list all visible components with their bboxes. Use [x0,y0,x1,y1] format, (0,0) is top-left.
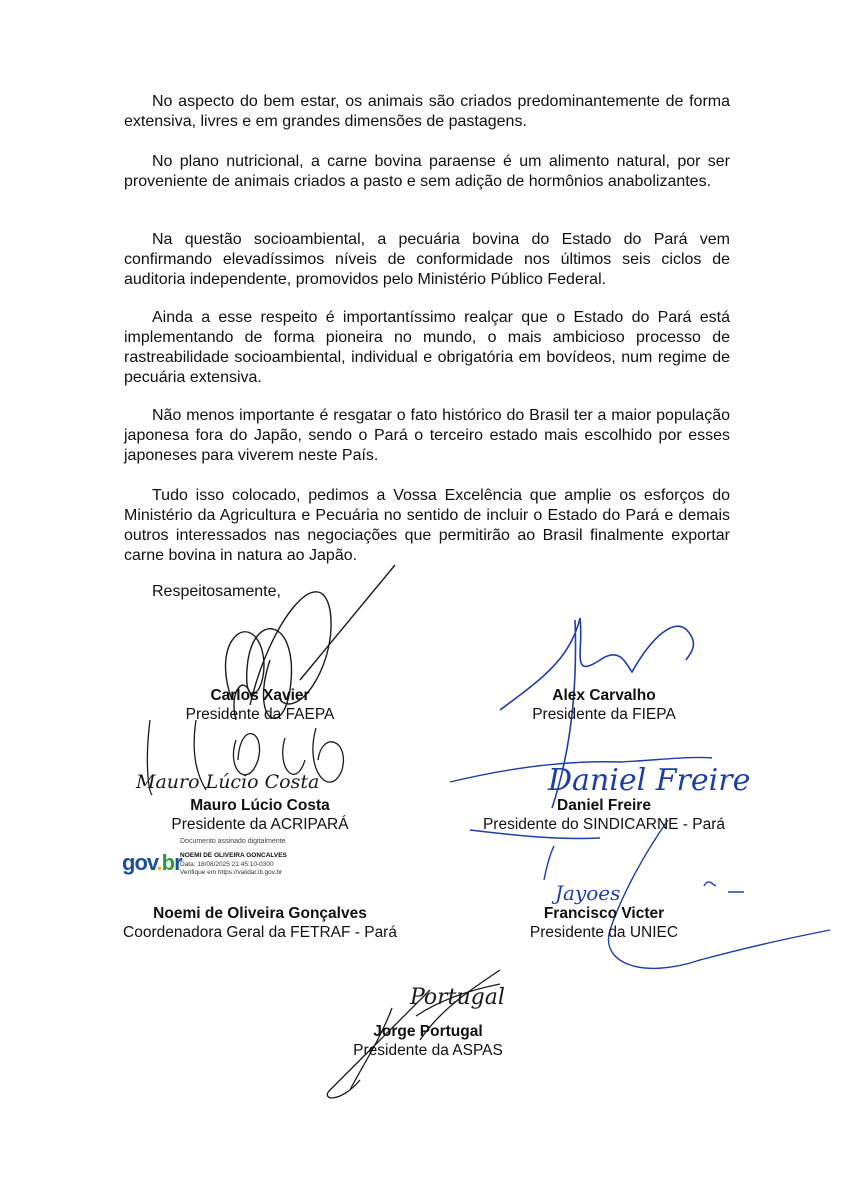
signatory-jorge-portugal [258,1022,598,1060]
paragraph-traceability: Ainda a esse respeito é importantíssimo realçar que o Estado do Pará está implementando de forma pioneira no mundo, o mais ambicioso processo de rastreabilidade socioambiental, individual e obrigatória em bovídeos, num regime de pecuária extensiva. [124,309,730,386]
signatory-alex-carvalho [434,686,774,724]
signatory-mauro-costa [90,796,430,834]
signatory-role: Presidente da UNIEC [529,924,679,941]
signatory-name: Carlos Xavier [210,687,310,704]
signatory-daniel-freire [434,796,774,834]
stamp-date: Data: 18/08/2025 21:45:10-0300 [180,860,274,868]
signatory-role: Presidente da ACRIPARÁ [171,816,349,833]
signature-francisco-victer [544,820,830,968]
signatory-role: Presidente da ASPAS [353,1042,503,1059]
govbr-logo: gov.br [122,850,182,875]
paragraph-welfare: No aspecto do bem estar, os animais são criados predominantemente de forma extensiva, livres e em grandes dimensões de pastagens. [124,93,730,130]
signatory-name: Mauro Lúcio Costa [190,797,330,814]
signatory-francisco-victer [434,904,774,942]
paragraph-nutrition: No plano nutricional, a carne bovina paraense é um alimento natural, por ser proveniente de animais criados a pasto e sem adição de hormônios anabolizantes. [124,153,730,190]
stamp-verify: Verifique em https://validar.iti.gov.br [180,869,283,876]
signatory-name: Francisco Victer [543,905,665,922]
signatory-noemi-goncalves [90,904,430,942]
signatory-role: Presidente da FIEPA [532,706,676,723]
signature-jorge-text: Portugal [410,985,505,1010]
signature-francisco-text: Jayoes [555,881,621,905]
signatory-name: Noemi de Oliveira Gonçalves [153,905,367,922]
closing-salutation: Respeitosamente, [152,583,281,600]
paragraph-japanese-population: Não menos importante é resgatar o fato histórico do Brasil ter a maior população japonesa fora do Japão, sendo o Pará o terceiro estado mais escolhido por esses japoneses para viverem neste País. [124,407,730,464]
stamp-signer: NOEMI DE OLIVEIRA GONCALVES [180,852,287,859]
signatory-carlos-xavier [90,686,430,724]
signatory-role: Presidente da FAEPA [185,706,335,723]
signature-mauro-costa [135,720,343,795]
signature-daniel-text: Daniel Freire [548,763,751,798]
signatory-role: Coordenadora Geral da FETRAF - Pará [123,924,397,941]
signature-mauro-text: Mauro Lúcio Costa [136,771,320,793]
paragraph-socioenvironmental: Na questão socioambiental, a pecuária bovina do Estado do Pará vem confirmando elevadíssimos níveis de conformidade nos últimos seis ciclos de auditoria independente, promovidos pelo Ministério Público Federal. [124,231,730,288]
signatory-name: Daniel Freire [557,797,651,814]
signatory-name: Jorge Portugal [373,1023,483,1040]
stamp-details [180,852,287,878]
digital-signature-stamp [122,834,382,884]
paragraph-request: Tudo isso colocado, pedimos a Vossa Excelência que amplie os esforços do Ministério da Agricultura e Pecuária no sentido de incluir o Estado do Pará e demais outros interessados nas negociações que permitirão ao Brasil finalmente exportar carne bovina in natura ao Japão. [124,487,730,564]
signatory-role: Presidente do SINDICARNE - Pará [482,816,726,833]
stamp-caption: Documento assinado digitalmente [180,838,286,845]
signatory-name: Alex Carvalho [552,687,656,704]
